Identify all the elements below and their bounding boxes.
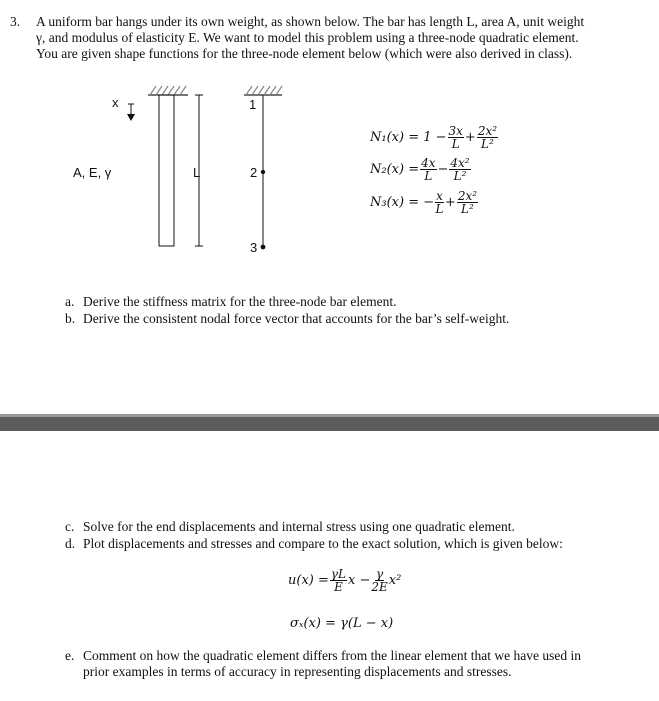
shape-function-n1: N₁(x) = 1 − $\frac{3x}{L}$ + $\frac{\text{2x²}}{\text{L²}}$ <box>370 124 498 151</box>
task-b-label: b. <box>65 311 76 326</box>
section-divider <box>0 417 659 431</box>
task-d-text: Plot displacements and stresses and compare to the exact solution, which is given below: <box>83 536 563 551</box>
task-b-text: Derive the consistent nodal force vector that accounts for the bar’s self-weight. <box>83 311 510 326</box>
task-e-label: e. <box>65 648 75 663</box>
node-3-dot <box>261 245 266 250</box>
task-e-line-2: prior examples in terms of accuracy in representing displacements and stresses. <box>83 664 512 679</box>
node-3-label: 3 <box>250 240 258 255</box>
node-2-label: 2 <box>250 165 258 180</box>
node-1-label: 1 <box>249 97 257 112</box>
problem-line-3: You are given shape functions for the three-node element below (which were also derived in class). <box>36 46 573 61</box>
ceiling-hatch-right <box>246 86 282 95</box>
task-c-text: Solve for the end displacements and internal stress using one quadratic element. <box>83 519 515 534</box>
x-arrow-head <box>127 114 135 121</box>
exact-stress: σₓ(x) = γ(L − x) <box>290 616 394 631</box>
length-label: L <box>193 165 201 180</box>
task-a-label: a. <box>65 294 75 309</box>
x-label: x <box>112 95 119 110</box>
task-e-line-1: Comment on how the quadratic element differs from the linear element that we have used in <box>83 648 581 663</box>
exact-displacement: u(x) = $\frac{\gamma L}{E}$ x − $\frac{\gamma}{2E}$ x² <box>288 567 402 594</box>
bar-body <box>159 95 174 246</box>
shape-function-n2: N₂(x) = $\frac{4x}{L}$ − $\frac{\text{4x²}}{\text{L²}}$ <box>370 156 470 183</box>
node-2-dot <box>261 170 265 174</box>
properties-label: A, E, γ <box>73 165 112 180</box>
task-d-label: d. <box>65 536 76 551</box>
problem-number: 3. <box>10 14 21 29</box>
task-a-text: Derive the stiffness matrix for the three-node bar element. <box>83 294 397 309</box>
bar-figure <box>0 0 659 300</box>
task-c-label: c. <box>65 519 75 534</box>
ceiling-hatch-left <box>150 86 186 95</box>
problem-line-1: A uniform bar hangs under its own weight, as shown below. The bar has length L, area A, unit weight <box>36 14 585 29</box>
shape-function-n3: N₃(x) = − $\frac{x}{L}$ + $\frac{\text{2x²}}{\text{L²}}$ <box>370 189 478 216</box>
problem-line-2: γ, and modulus of elasticity E. We want to model this problem using a three-node quadratic element. <box>36 30 579 45</box>
